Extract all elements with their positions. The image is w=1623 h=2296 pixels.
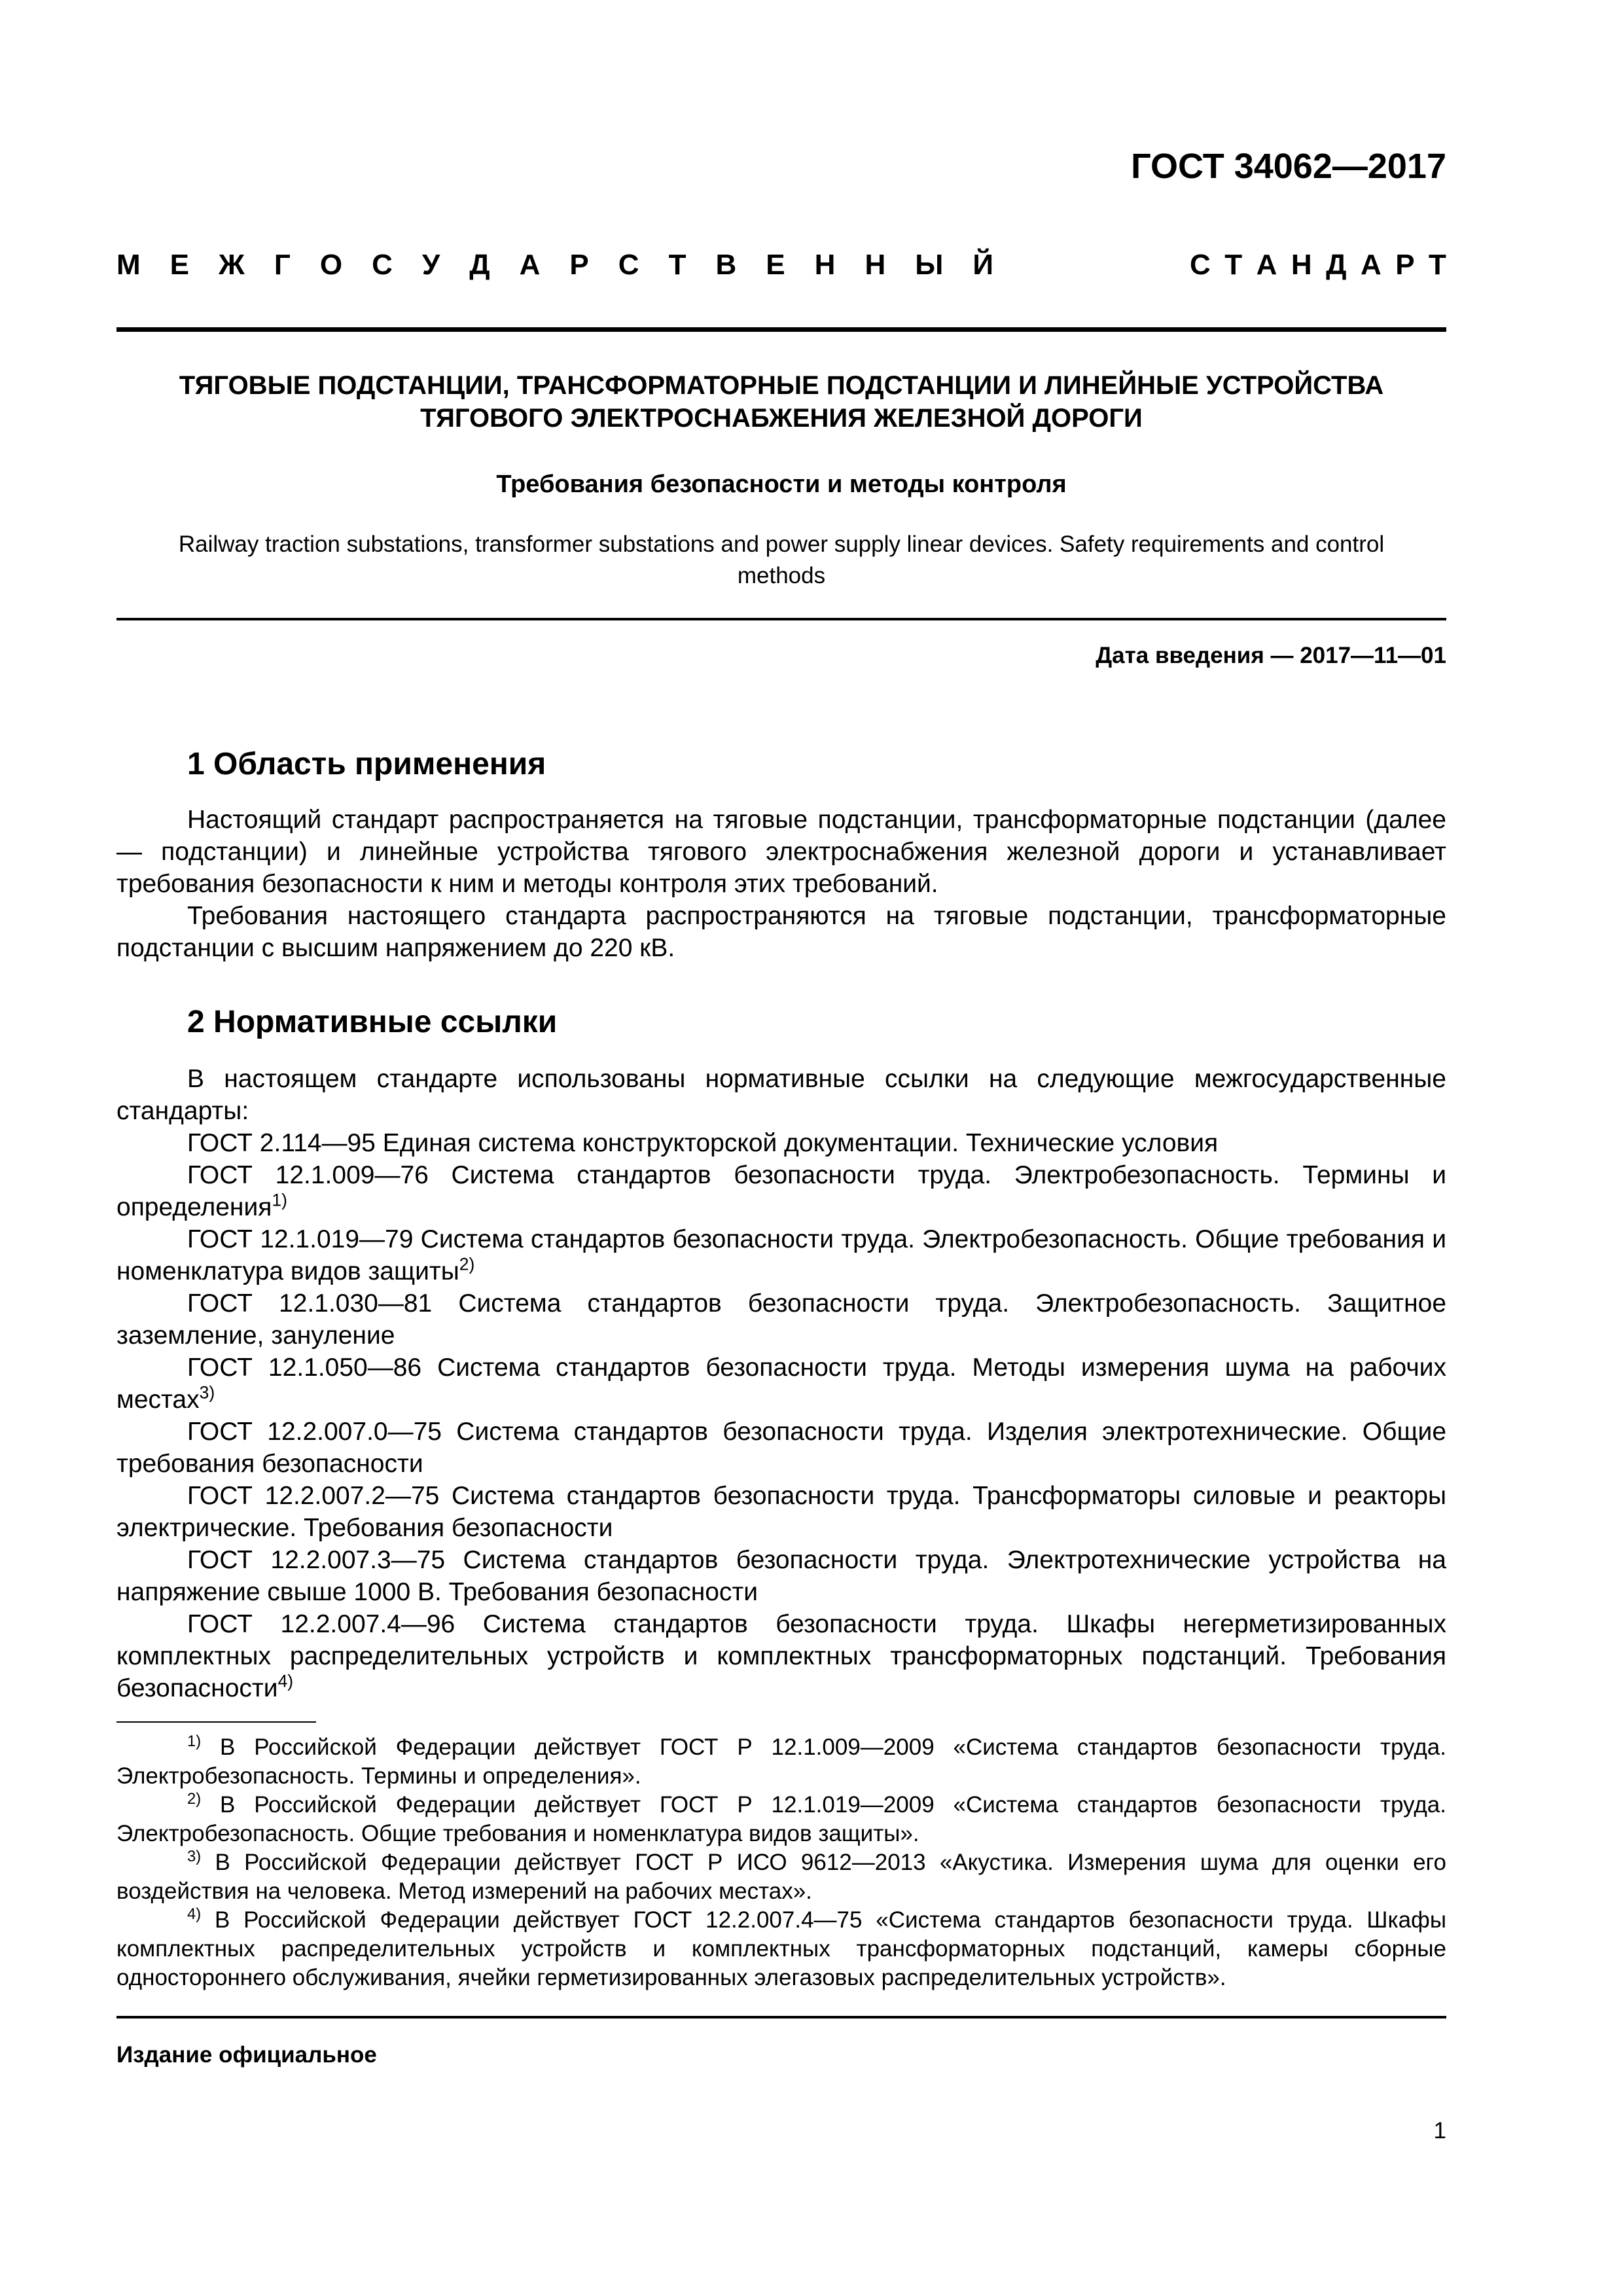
letter: С [372, 249, 393, 281]
footnote-ref: 2) [459, 1254, 475, 1274]
section-heading-scope: 1 Область применения [187, 747, 546, 781]
footnotes [116, 1733, 1446, 1992]
footnote-mark: 4) [187, 1905, 202, 1923]
standard-type-banner [116, 242, 1446, 288]
title-line: ТЯГОВОГО ЭЛЕКТРОСНАБЖЕНИЯ ЖЕЛЕЗНОЙ ДОРОГИ [420, 404, 1143, 433]
section-body-references [116, 1063, 1446, 1704]
english-title [116, 529, 1446, 592]
letter: Е [766, 249, 785, 281]
reference-code: ГОСТ 12.2.007.0—75 [187, 1418, 442, 1446]
english-title-line: methods [737, 563, 826, 588]
footnote-ref: 1) [272, 1190, 287, 1210]
letter: Н [1291, 249, 1312, 281]
reference-title: Система стандартов безопасности труда. Электротехнические устройства на напряжение свыше 1000 В. Требования безопасности [116, 1546, 1446, 1606]
page-number: 1 [1433, 2118, 1446, 2144]
letter: У [421, 249, 440, 281]
paragraph: Настоящий стандарт распространяется на тяговые подстанции, трансформаторные подстанции (далее — подстанции) и линейные устройства тягового электроснабжения железной дороги и устанавливает требования безопасности к ним и методы контроля этих требований. [116, 806, 1446, 898]
letter: В [715, 249, 737, 281]
letter: Д [1326, 249, 1347, 281]
footnote-text: В Российской Федерации действует ГОСТ 12.2.007.4—75 «Система стандартов безопасности труда. Шкафы комплектных распределительных устройств и комплектных трансформаторных подстанций, камеры сборные одностороннего обслуживания, ячейки герметизированных элегазовых распределительных устройств». [116, 1907, 1446, 1990]
footnote [116, 1791, 1446, 1848]
letter: А [1360, 249, 1382, 281]
document-subtitle: Требования безопасности и методы контроля [496, 471, 1067, 498]
footnote-mark: 3) [187, 1847, 202, 1865]
english-title-line: Railway traction substations, transformer substations and power supply linear devices. Safety requirements and control [178, 531, 1385, 557]
reference-item [116, 1544, 1446, 1608]
reference-item [116, 1416, 1446, 1480]
letter: М [116, 249, 141, 281]
footnote-mark: 2) [187, 1789, 202, 1808]
footnote [116, 1906, 1446, 1992]
reference-code: ГОСТ 12.1.009—76 [187, 1161, 429, 1189]
reference-code: ГОСТ 12.2.007.4—96 [187, 1610, 455, 1638]
reference-title: Единая система конструкторской документации. Технические условия [382, 1129, 1219, 1157]
reference-title: Система стандартов безопасности труда. Электробезопасность. Защитное заземление, зануление [116, 1289, 1447, 1350]
reference-title: Система стандартов безопасности труда. Шкафы негерметизированных комплектных распределительных устройств и комплектных трансформаторных подстанций. Требования безопасности [116, 1610, 1446, 1702]
footnote-text: В Российской Федерации действует ГОСТ Р ИСО 9612—2013 «Акустика. Измерения шума для оценки его воздействия на человека. Метод измерений на рабочих местах». [116, 1850, 1446, 1904]
letter: Р [569, 249, 589, 281]
letter: Ж [219, 249, 245, 281]
header-divider [116, 327, 1446, 332]
section-heading-references: 2 Нормативные ссылки [187, 1005, 558, 1039]
section-body-scope [116, 804, 1446, 964]
reference-item [116, 1223, 1446, 1287]
footnote-divider [116, 1721, 316, 1723]
footnote-text: В Российской Федерации действует ГОСТ Р 12.1.019—2009 «Система стандартов безопасности труда. Электробезопасность. Общие требования и номенклатура видов защиты». [116, 1792, 1446, 1846]
standard-type-word-1 [116, 242, 993, 288]
letter: Й [972, 249, 993, 281]
letter: Г [274, 249, 291, 281]
letter: Т [1429, 249, 1446, 281]
reference-code: ГОСТ 12.1.030—81 [187, 1289, 433, 1318]
footnote [116, 1848, 1446, 1906]
letter: Д [469, 249, 490, 281]
letter: Р [1395, 249, 1415, 281]
letter: А [519, 249, 541, 281]
reference-item [116, 1159, 1446, 1223]
footnote [116, 1733, 1446, 1791]
reference-code: ГОСТ 12.1.019—79 [187, 1225, 414, 1253]
reference-title: Система стандартов безопасности труда. Электробезопасность. Общие требования и номенклатура видов защиты [116, 1225, 1447, 1285]
letter: А [1256, 249, 1277, 281]
document-number: ГОСТ 34062—2017 [1131, 147, 1446, 186]
footnote-text: В Российской Федерации действует ГОСТ Р 12.1.009—2009 «Система стандартов безопасности труда. Электробезопасность. Термины и определения». [116, 1734, 1446, 1789]
letter: Н [865, 249, 886, 281]
footer-divider [116, 2016, 1446, 2018]
letter: Е [169, 249, 190, 281]
letter: Т [1224, 249, 1243, 281]
letter: Т [668, 249, 687, 281]
reference-code: ГОСТ 12.2.007.2—75 [187, 1482, 440, 1510]
letter: С [1190, 249, 1211, 281]
reference-title: Система стандартов безопасности труда. Изделия электротехнические. Общие требования безопасности [116, 1418, 1447, 1478]
reference-title: Система стандартов безопасности труда. Методы измерения шума на рабочих местах [116, 1354, 1446, 1414]
document-title [116, 369, 1446, 435]
paragraph: Требования настоящего стандарта распространяются на тяговые подстанции, трансформаторные подстанции с высшим напряжением до 220 кВ. [116, 902, 1446, 962]
reference-item [116, 1480, 1446, 1544]
footnote-mark: 1) [187, 1732, 202, 1750]
letter: Ы [915, 249, 944, 281]
reference-item [116, 1287, 1446, 1352]
reference-code: ГОСТ 12.1.050—86 [187, 1354, 422, 1382]
paragraph: В настоящем стандарте использованы нормативные ссылки на следующие межгосударственные стандарты: [116, 1065, 1446, 1125]
footnote-ref: 4) [277, 1671, 294, 1691]
letter: Н [814, 249, 836, 281]
reference-item [116, 1352, 1446, 1416]
letter: О [319, 249, 343, 281]
reference-title: Система стандартов безопасности труда. Электробезопасность. Термины и определения [116, 1161, 1446, 1221]
reference-item [116, 1127, 1446, 1159]
title-line: ТЯГОВЫЕ ПОДСТАНЦИИ, ТРАНСФОРМАТОРНЫЕ ПОДСТАНЦИИ И ЛИНЕЙНЫЕ УСТРОЙСТВА [179, 371, 1384, 400]
reference-title: Система стандартов безопасности труда. Трансформаторы силовые и реакторы электрические. Требования безопасности [116, 1482, 1446, 1542]
reference-code: ГОСТ 12.2.007.3—75 [187, 1546, 446, 1574]
title-divider [116, 618, 1446, 620]
introduction-date: Дата введения — 2017—11—01 [1096, 643, 1446, 668]
letter: С [618, 249, 639, 281]
reference-code: ГОСТ 2.114—95 [187, 1129, 376, 1157]
reference-item [116, 1608, 1446, 1704]
edition-label: Издание официальное [116, 2042, 377, 2068]
footnote-ref: 3) [199, 1382, 215, 1403]
standard-type-word-2 [1190, 242, 1446, 288]
